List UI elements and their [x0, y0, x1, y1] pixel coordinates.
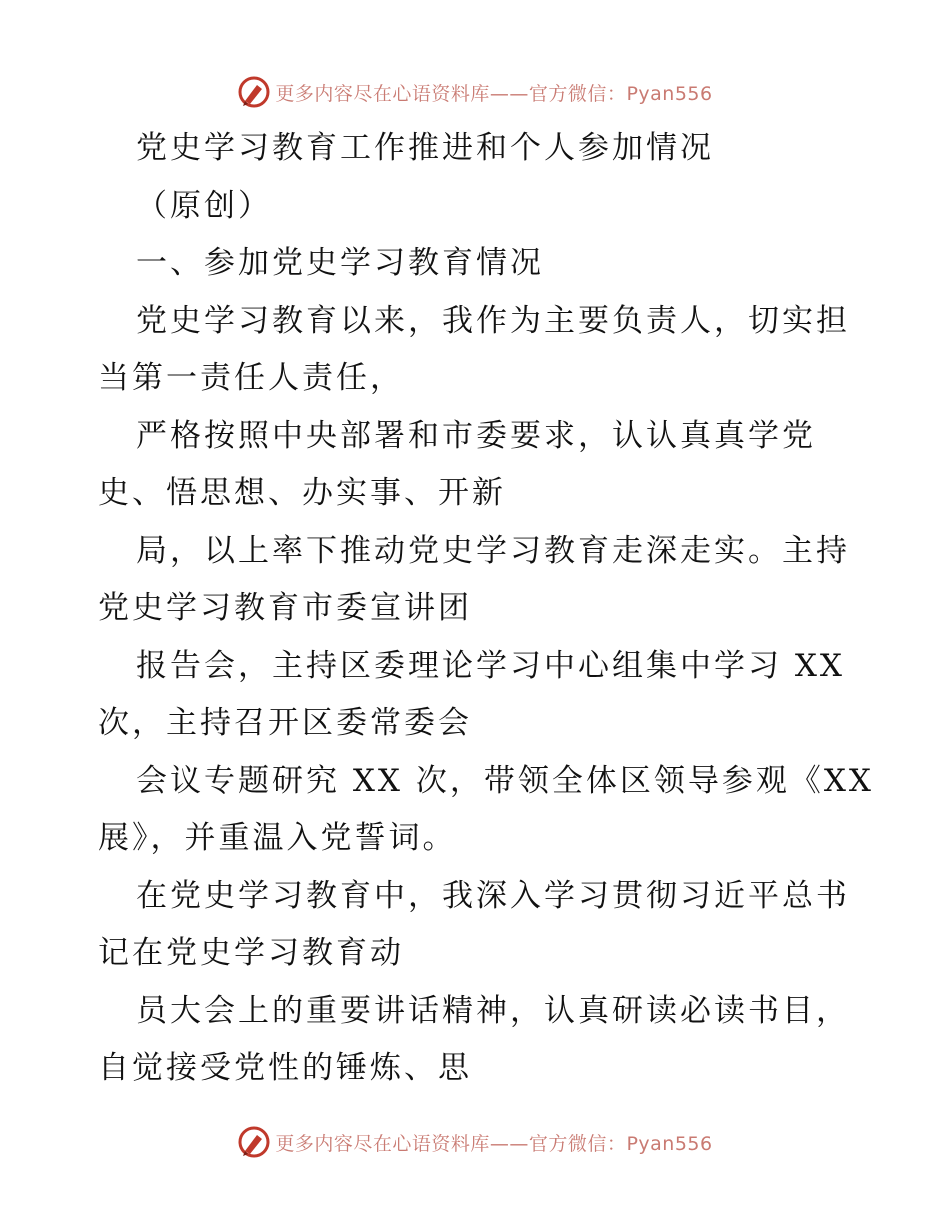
paragraph-line: 员大会上的重要讲话精神，认真研读必读书目，: [136, 993, 850, 1029]
paragraph-line: 会议专题研究 XX 次，带领全体区领导参观《XX: [136, 763, 874, 799]
paragraph-line: 展》，并重温入党誓词。: [98, 820, 457, 856]
footer-watermark: [0, 1122, 950, 1162]
watermark-text: 更多内容尽在心语资料库——官方微信：Pyan556: [275, 82, 713, 105]
paragraph-line: 记在党史学习教育动: [98, 935, 404, 971]
paragraph-line: 党史学习教育以来，我作为主要负责人，切实担: [136, 303, 850, 339]
watermark-text: 更多内容尽在心语资料库——官方微信：Pyan556: [275, 1132, 713, 1155]
paragraph-line: 自觉接受党性的锤炼、思: [98, 1050, 472, 1086]
pen-logo-icon: [237, 1125, 271, 1159]
paragraph-line: 次，主持召开区委常委会: [98, 705, 472, 741]
section-heading: 一、参加党史学习教育情况: [136, 245, 544, 281]
paragraph-line: 严格按照中央部署和市委要求，认认真真学党: [136, 418, 816, 454]
paragraph-line: 在党史学习教育中，我深入学习贯彻习近平总书: [136, 878, 850, 914]
paragraph-line: 当第一责任人责任，: [98, 360, 404, 396]
paragraph-line: 局，以上率下推动党史学习教育走深走实。主持: [136, 533, 850, 569]
paragraph-line: 党史学习教育市委宣讲团: [98, 590, 472, 626]
document-title: 党史学习教育工作推进和个人参加情况: [136, 130, 714, 166]
document-subtitle: （原创）: [136, 188, 272, 224]
paragraph-line: 史、悟思想、办实事、开新: [98, 475, 506, 511]
paragraph-line: 报告会，主持区委理论学习中心组集中学习 XX: [136, 648, 845, 684]
